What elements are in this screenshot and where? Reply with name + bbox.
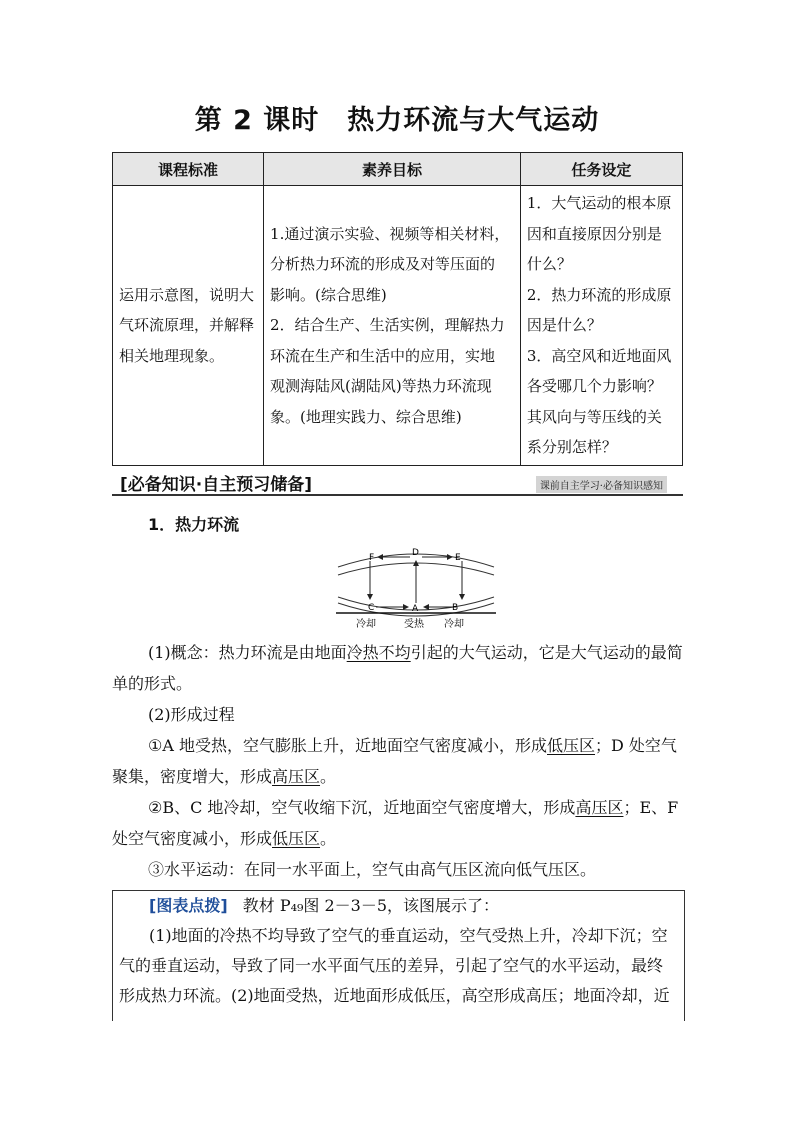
step1-underline-1: 低压区 [547, 736, 596, 755]
step1-text-c: 。 [320, 767, 337, 786]
label-f: F [369, 553, 375, 563]
step2-text-a: ②B、C 地冷却，空气收缩下沉，近地面空气密度增大，形成 [148, 798, 576, 817]
concept-paragraph [112, 637, 683, 699]
task-line: 什么？ [526, 255, 572, 273]
step1-underline-2: 高压区 [272, 767, 321, 786]
concept-suffix: 引起的大气运动，它是大气运动的最简单的形式。 [112, 643, 683, 693]
label-cooling-left: 冷却 [356, 619, 376, 630]
chart-tip-tag: [图表点拨] [149, 896, 228, 915]
section-tag: 课前自主学习·必备知识感知 [536, 476, 667, 493]
task-line: 其风向与等压线的关 [526, 407, 662, 426]
goal-line: 影响。(综合思维) [270, 285, 387, 304]
label-cooling-right: 冷却 [444, 619, 464, 630]
goal-line: 2．结合生产、生活实例，理解热力 [270, 316, 505, 334]
tasks-cell [520, 186, 682, 466]
standard-line: 相关地理现象。 [119, 346, 225, 365]
process-step-1 [112, 730, 683, 792]
task-line: 1．大气运动的根本原 [526, 194, 672, 212]
page-title: 第 2 课时 热力环流与大气运动 [194, 105, 600, 136]
task-line: 系分别怎样？ [526, 438, 617, 456]
header-tasks: 任务设定 [520, 153, 682, 186]
step2-text-b: ；E、F 处空气密度减小，形成 [112, 798, 679, 848]
goal-line: 观测海陆风(湖陆风)等热力环流现 [270, 377, 492, 395]
header-standard: 课程标准 [113, 153, 264, 186]
goals-cell [264, 186, 521, 466]
table-header-row [113, 153, 683, 186]
process-step-2 [112, 792, 683, 854]
task-line: 3．高空风和近地面风 [526, 346, 672, 365]
goal-line: 1.通过演示实验、视频等相关材料， [270, 224, 510, 243]
box-intro [113, 891, 684, 921]
task-line: 2．热力环流的形成原 [526, 285, 672, 304]
label-b: B [452, 603, 459, 613]
chart-tip-box [112, 890, 685, 1021]
chart-tip-text: (1)地面的冷热不均导致了空气的垂直运动，空气受热上升，冷却下沉；空气的垂直运动，导致了同一水平面气压的差异，引起了空气的水平运动，最终形成热力环流。(2)地面受热，近地面形成低压，高空形成高压；地面冷却，近 [119, 926, 670, 1005]
concept-prefix: (1)概念：热力环流是由地面 [148, 643, 347, 662]
step1-text-b: ；D 处空气聚集，密度增大，形成 [112, 736, 677, 786]
thermal-circulation-diagram [336, 545, 496, 631]
heading-thermal-circulation: 1．热力环流 [148, 515, 240, 534]
task-line: 各受哪几个力影响？ [526, 377, 662, 395]
step1-text-a: ①A 地受热，空气膨胀上升，近地面空气密度减小，形成 [148, 736, 547, 755]
step2-underline-1: 高压区 [575, 798, 624, 817]
standard-cell [113, 186, 264, 466]
section-title: [必备知识·自主预习储备] [120, 475, 312, 495]
label-d: D [412, 548, 419, 558]
step2-underline-2: 低压区 [272, 829, 321, 848]
label-a: A [412, 604, 419, 614]
goal-line: 环流在生产和生活中的应用，实地 [270, 346, 496, 365]
standard-line: 气环流原理，并解释 [119, 316, 255, 334]
task-line: 因和直接原因分别是 [526, 224, 662, 243]
step2-text-c: 。 [320, 829, 337, 848]
standard-line: 运用示意图，说明大 [119, 285, 255, 304]
label-e: E [455, 553, 461, 563]
task-line: 因是什么？ [526, 316, 602, 334]
process-step-3: ③水平运动：在同一水平面上，空气由高气压区流向低气压区。 [148, 860, 597, 879]
section-bar [112, 468, 683, 496]
curriculum-table [112, 152, 683, 466]
header-goals: 素养目标 [264, 153, 521, 186]
table-row [113, 186, 683, 466]
goal-line: 分析热力环流的形成及对等压面的 [270, 255, 496, 273]
process-heading: (2)形成过程 [148, 705, 235, 724]
concept-underline: 冷热不均 [346, 643, 411, 662]
label-c: C [368, 603, 375, 613]
label-heating: 受热 [404, 619, 424, 630]
chart-tip-intro: 教材 P₄₉图 2－3－5，该图展示了： [242, 896, 500, 915]
goal-line: 象。(地理实践力、综合思维) [270, 407, 462, 426]
